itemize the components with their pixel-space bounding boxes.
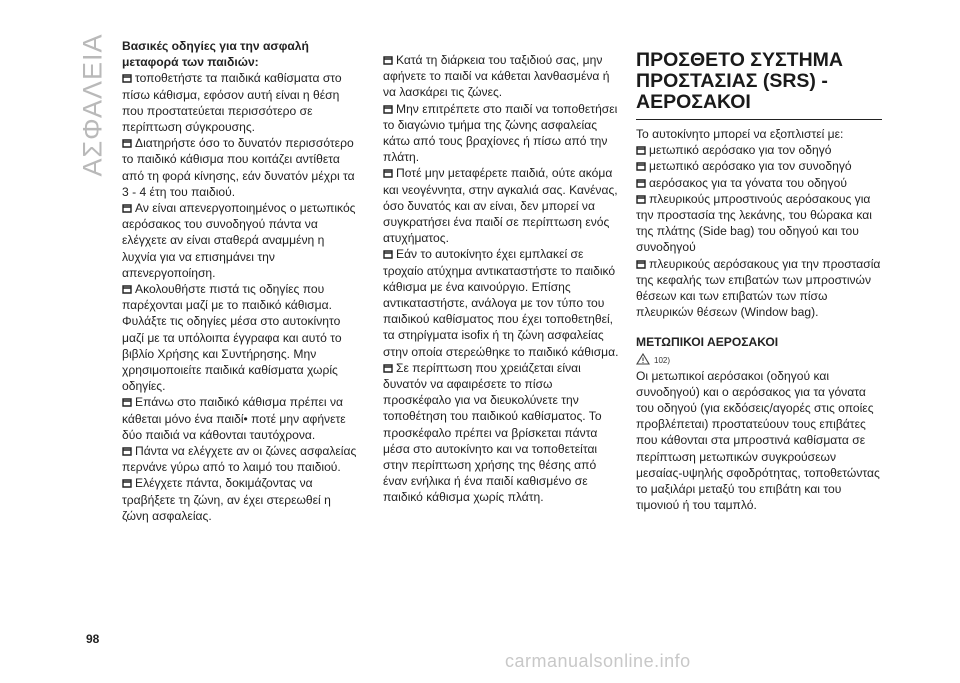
list-item — [636, 256, 882, 321]
bullet-icon — [122, 479, 132, 488]
bullet-icon — [383, 105, 393, 114]
bullet-icon — [122, 285, 132, 294]
list-item — [383, 101, 623, 166]
list-item-text: Κατά τη διάρκεια του ταξιδιού σας, μην αφήνετε το παιδί να κάθεται λανθασμένα ή να λασκάρει τις ζώνες. — [383, 53, 610, 100]
list-item-text: μετωπικό αερόσακο για τον συνοδηγό — [649, 159, 852, 174]
bullet-icon — [122, 398, 132, 407]
bullet-icon — [636, 195, 646, 204]
list-item-text: αερόσακος για τα γόνατα του οδηγού — [649, 175, 847, 190]
list-item — [383, 246, 623, 359]
list-item-text: Σε περίπτωση που χρειάζεται είναι δυνατόν να αφαιρέσετε το πίσω προσκέφαλο για να διευκολύνετε την τοποθέτηση του παιδικού καθίσματος. Το προσκέφαλο πρέπει να βρίσκεται πάντα μέσα στο αυτοκίνητο και να τοποθετείται στην περίπτωση χρήσης της θέσης από έναν ενήλικα ή ένα παιδί καθισμένο σε παιδικό κάθισμα χωρίς πλάτη. — [383, 360, 602, 505]
bullet-icon — [636, 260, 646, 269]
list-item-text: Εάν το αυτοκίνητο έχει εμπλακεί σε τροχαίο ατύχημα αντικαταστήστε το παιδικό κάθισμα με ένα καινούργιο. Επίσης αντικαταστήστε, ανάλογα με τον τύπο του παιδικού καθίσματος που έχει τοποθετηθεί, τα στηρίγματα isofix ή τη ζώνη ασφαλείας στην οποία στερεώθηκε το παιδικό κάθισμα. — [383, 247, 619, 359]
warning-triangle-icon — [636, 353, 650, 365]
list-item — [122, 135, 357, 200]
list-item — [122, 281, 357, 394]
frontal-airbags-subhead: ΜΕΤΩΠΙΚΟΙ ΑΕΡΟΣΑΚΟΙ — [636, 335, 779, 350]
list-item-text: Διατηρήστε όσο το δυνατόν περισσότερο το παιδικό κάθισμα που κοιτάζει αντίθετα από τη φορά κίνησης, εάν δυνατόν μέχρι τα 3 - 4 έτη του παιδιού. — [122, 136, 355, 199]
bullet-icon — [122, 139, 132, 148]
list-item — [636, 191, 882, 256]
list-item — [636, 175, 882, 191]
bullet-icon — [122, 74, 132, 83]
list-item-text: Πάντα να ελέγχετε αν οι ζώνες ασφαλείας περνάνε γύρω από το λαιμό του παιδιού. — [122, 444, 357, 475]
list-item-text: Ακολουθήστε πιστά τις οδηγίες που παρέχονται μαζί με το παιδικό κάθισμα. Φυλάξτε τις οδηγίες μέσα στο αυτοκίνητο μαζί με τα υπόλοιπα έγγραφα και αυτό το βιβλίο Χρήσης και Συντήρησης. Μην χρησιμοποιείτε παιδικά καθίσματα χωρίς οδηγίες. — [122, 282, 342, 394]
page-number: 98 — [86, 632, 100, 646]
bullet-icon — [383, 364, 393, 373]
section-side-tab-label: ΑΣΦΑΛΕΙΑ — [77, 33, 108, 177]
column-1 — [122, 38, 357, 524]
column-3 — [636, 50, 882, 513]
bullet-icon — [636, 162, 646, 171]
list-item-text: Ελέγχετε πάντα, δοκιμάζοντας να τραβήξετε τη ζώνη, αν έχει στερεωθεί η ζώνη ασφαλείας. — [122, 476, 331, 523]
list-item — [636, 158, 882, 174]
bullet-icon — [122, 447, 132, 456]
bullet-icon — [383, 169, 393, 178]
list-item — [122, 200, 357, 281]
list-item — [383, 52, 623, 101]
bullet-icon — [636, 179, 646, 188]
warning-reference-number: 102) — [654, 355, 671, 365]
bullet-icon — [383, 250, 393, 259]
list-item-text: Αν είναι απενεργοποιημένος ο μετωπικός αερόσακος του συνοδηγού πάντα να ελέγχετε αν είναι σταθερά αναμμένη η λυχνία για να επισημάνει την απενεργοποίηση. — [122, 201, 356, 280]
warning-reference — [636, 353, 882, 365]
list-item — [122, 475, 357, 524]
list-item — [383, 360, 623, 506]
section-side-tab — [70, 30, 116, 180]
list-item-text: Ποτέ μην μεταφέρετε παιδιά, ούτε ακόμα και νεογέννητα, στην αγκαλιά σας. Κανένας, όσο δυνατός και αν είναι, δεν μπορεί να συγκρατήσει ένα παιδί σε περίπτωση ενός ατυχήματος. — [383, 166, 618, 246]
bullet-icon — [122, 204, 132, 213]
srs-section-title: ΠΡΟΣΘΕΤΟ ΣΥΣΤΗΜΑ ΠΡΟΣΤΑΣΙΑΣ (SRS) - ΑΕΡΟΣΑΚΟΙ — [636, 50, 882, 120]
list-item — [122, 443, 357, 475]
frontal-airbags-paragraph: Οι μετωπικοί αερόσακοι (οδηγού και συνοδηγού) και ο αερόσακος για τα γόνατα του οδηγού (για εκδόσεις/αγορές στις οποίες προβλέπεται) προστατεύουν τους επιβάτες που κάθονται στα μπροστινά καθίσματα σε περίπτωση μετωπικών συγκρούσεων μεσαίας-υψηλής σφοδρότητας, τοποθετώντας το μαξιλάρι μεταξύ του επιβάτη και του τιμονιού ή του ταμπλό. — [636, 368, 880, 513]
list-item-text: Επάνω στο παιδικό κάθισμα πρέπει να κάθεται μόνο ένα παιδί• ποτέ μην αφήνετε δύο παιδιά να κάθονται ταυτόχρονα. — [122, 395, 346, 442]
child-transport-subhead: Βασικές οδηγίες για την ασφαλή μεταφορά των παιδιών: — [122, 39, 309, 70]
bullet-icon — [383, 56, 393, 65]
srs-intro: Το αυτοκίνητο μπορεί να εξοπλιστεί με: — [636, 127, 844, 141]
list-item — [122, 394, 357, 443]
list-item — [636, 142, 882, 158]
list-item-text: μετωπικό αερόσακο για τον οδηγό — [649, 143, 832, 158]
list-item-text: πλευρικούς αερόσακους για την προστασία της κεφαλής των επιβατών των μπροστινών θέσεων και των επιβατών των πίσω πλευρικών θέσεων (Window bag). — [636, 256, 881, 320]
list-item — [122, 70, 357, 135]
list-item-text: Μην επιτρέπετε στο παιδί να τοποθετήσει το διαγώνιο τμήμα της ζώνης ασφαλείας κάτω από τους βραχίονες ή πίσω από την πλάτη. — [383, 101, 618, 165]
column-2 — [383, 52, 623, 506]
bullet-icon — [636, 146, 646, 155]
watermark: carmanualsonline.info — [505, 651, 691, 671]
list-item-text: πλευρικούς μπροστινούς αερόσακους για την προστασία της λεκάνης, του θώρακα και της πλάτης (Side bag) του οδηγού και του συνοδηγού — [636, 191, 872, 255]
list-item-text: τοποθετήστε τα παιδικά καθίσματα στο πίσω κάθισμα, εφόσον αυτή είναι η θέση που προστατεύεται περισσότερο σε περίπτωση σύγκρουσης. — [122, 71, 342, 135]
list-item — [383, 165, 623, 246]
